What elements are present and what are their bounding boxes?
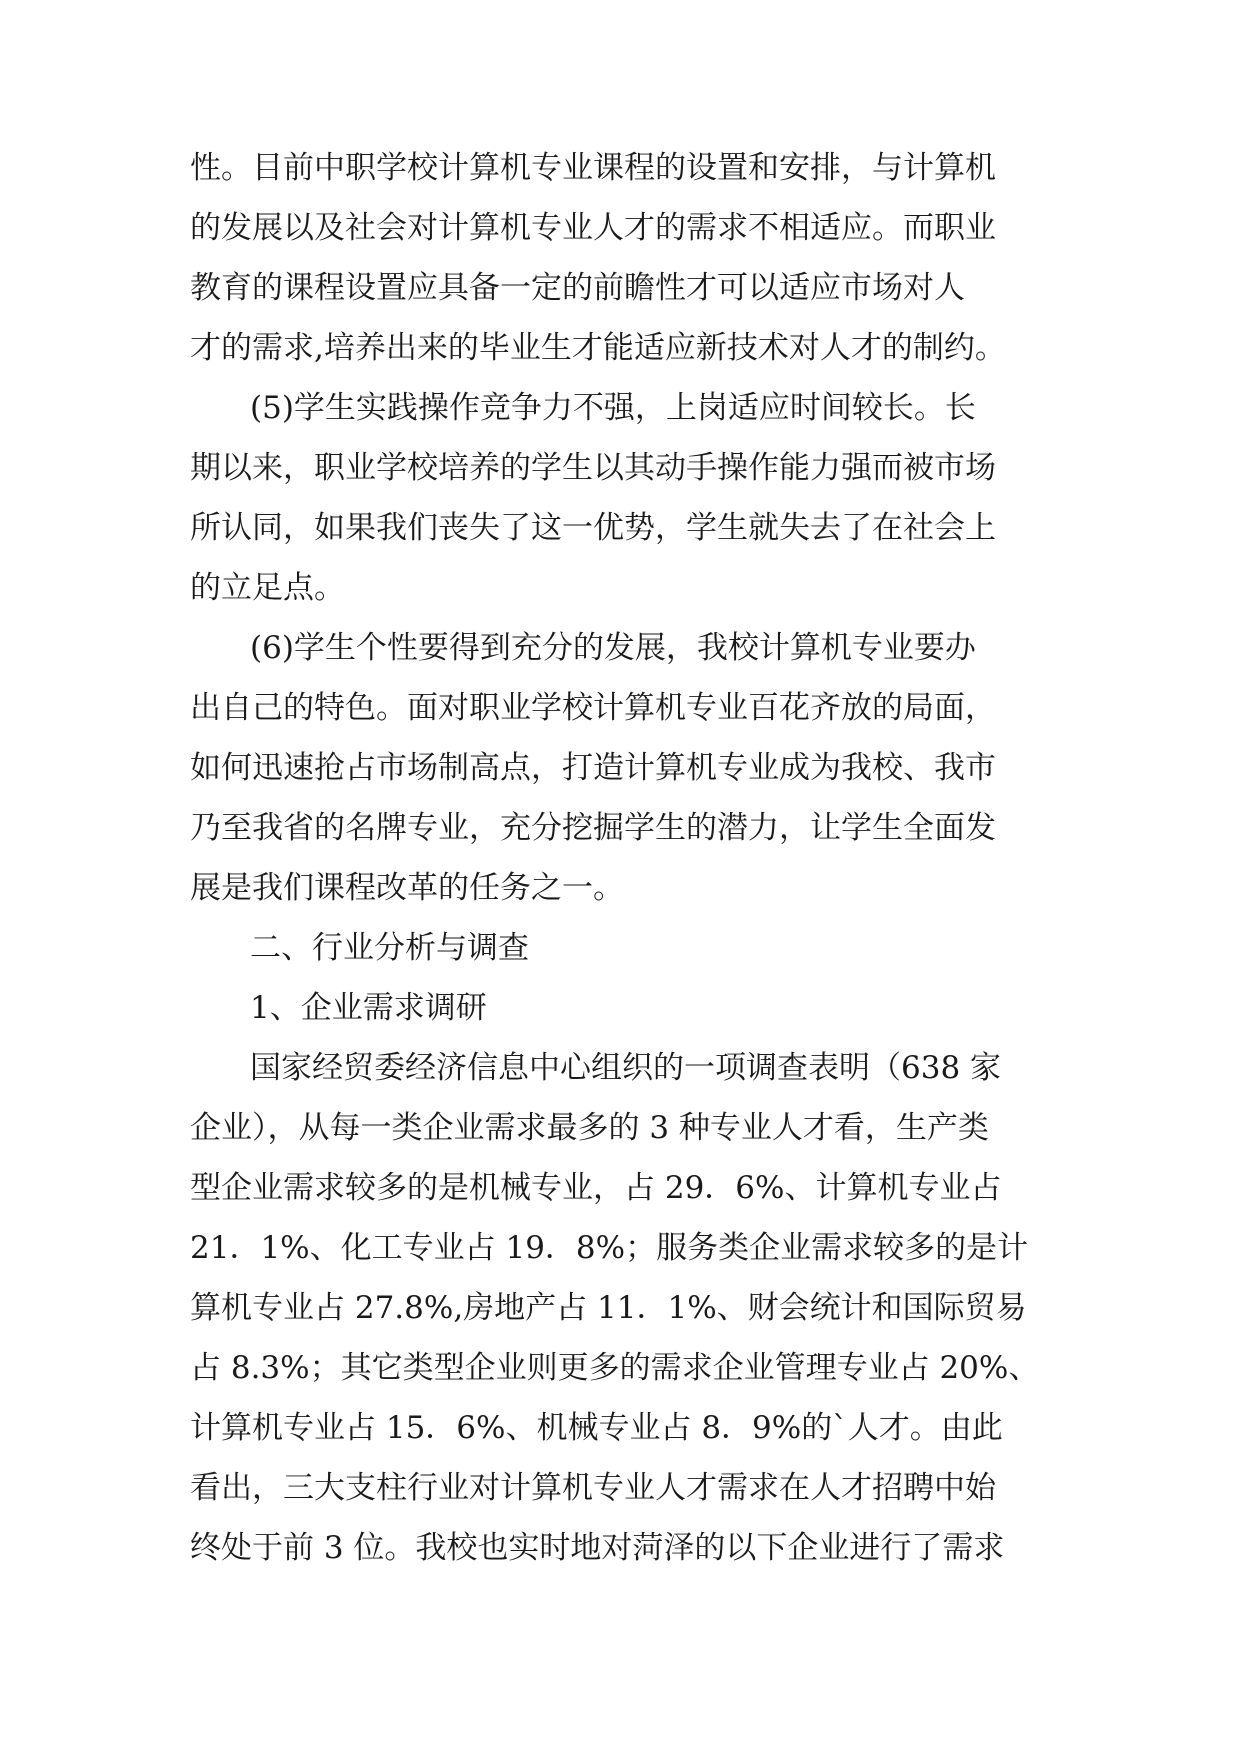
- text-line: 型企业需求较多的是机械专业，占 29．6%、计算机专业占: [190, 1170, 1002, 1206]
- text-line: 乃至我省的名牌专业，充分挖掘学生的潜力，让学生全面发: [190, 810, 996, 846]
- text-line: 计算机专业占 15．6%、机械专业占 8．9%的`人才。由此: [190, 1410, 1003, 1446]
- text-line: 国家经贸委经济信息中心组织的一项调查表明（638 家: [250, 1050, 1002, 1086]
- text-line: (6)学生个性要得到充分的发展，我校计算机专业要办: [250, 630, 976, 666]
- text-line: 性。目前中职学校计算机专业课程的设置和安排，与计算机: [190, 150, 996, 186]
- text-line: 的发展以及社会对计算机专业人才的需求不相适应。而职业: [190, 210, 996, 246]
- text-line: 企业），从每一类企业需求最多的 3 种专业人才看，生产类: [190, 1110, 989, 1146]
- section-heading: 二、行业分析与调查: [250, 930, 529, 966]
- text-line: 21．1%、化工专业占 19．8%；服务类企业需求较多的是计: [190, 1230, 1029, 1266]
- subsection-heading: 1、企业需求调研: [250, 990, 487, 1026]
- text-line: 占 8.3%；其它类型企业则更多的需求企业管理专业占 20%、: [190, 1350, 1040, 1386]
- text-line: 的立足点。: [190, 570, 345, 606]
- text-line: 如何迅速抢占市场制高点，打造计算机专业成为我校、我市: [190, 750, 996, 786]
- text-line: 终处于前 3 位。我校也实时地对菏泽的以下企业进行了需求: [190, 1530, 1005, 1566]
- text-line: 看出，三大支柱行业对计算机专业人才需求在人才招聘中始: [190, 1470, 996, 1506]
- text-line: 期以来，职业学校培养的学生以其动手操作能力强而被市场: [190, 450, 996, 486]
- text-line: 所认同，如果我们丧失了这一优势，学生就失去了在社会上: [190, 510, 996, 546]
- text-line: 教育的课程设置应具备一定的前瞻性才可以适应市场对人: [190, 270, 965, 306]
- text-line: 算机专业占 27.8%,房地产占 11．1%、财会统计和国际贸易: [190, 1290, 1027, 1326]
- text-line: (5)学生实践操作竞争力不强，上岗适应时间较长。长: [250, 390, 976, 426]
- text-line: 才的需求,培养出来的毕业生才能适应新技术对人才的制约。: [190, 330, 1006, 366]
- text-line: 出自己的特色。面对职业学校计算机专业百花齐放的局面，: [190, 690, 996, 726]
- text-line: 展是我们课程改革的任务之一。: [190, 870, 624, 906]
